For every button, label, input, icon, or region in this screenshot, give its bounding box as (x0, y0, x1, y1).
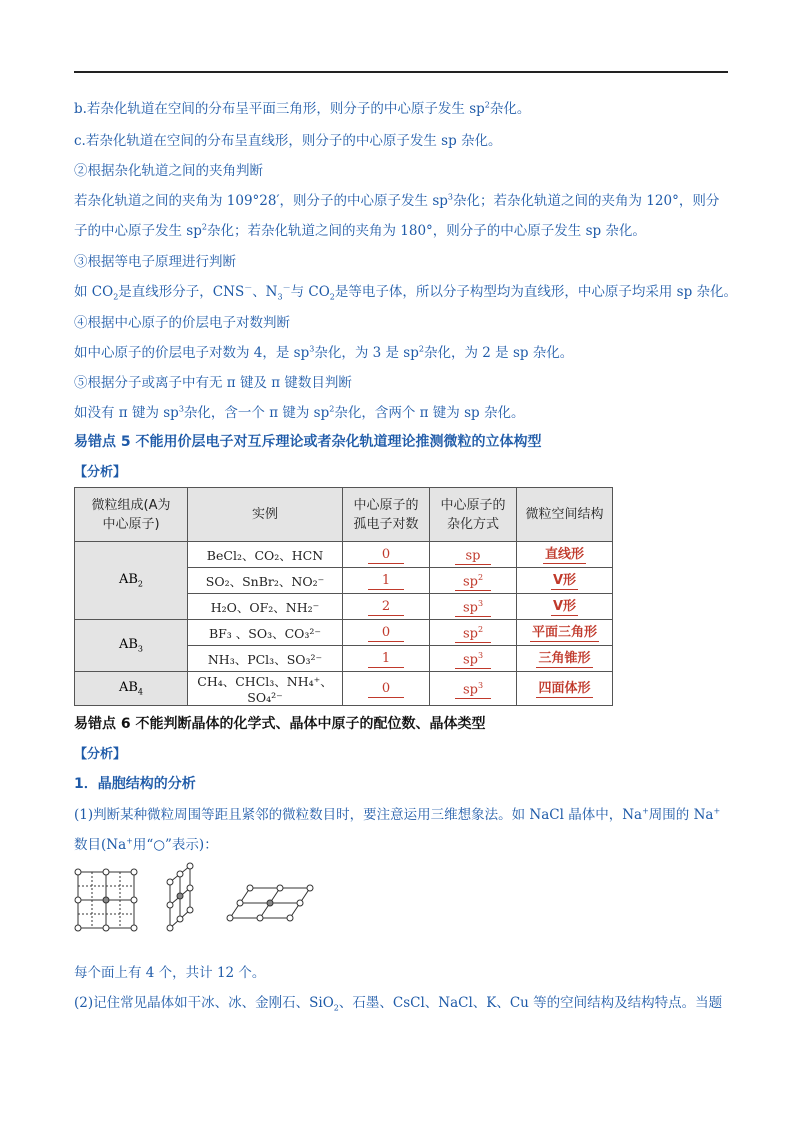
text-line: ④根据中心原子的价层电子对数判断 (74, 315, 290, 331)
text-line: ③根据等电子原理进行判断 (74, 254, 236, 270)
header-cell: 中心原子的 杂化方式 (430, 488, 517, 542)
table-row (75, 542, 613, 568)
shape-cell: 直线形 (517, 542, 613, 568)
group-cell: $AB_4$ (75, 672, 188, 706)
text-line: 如没有 π 键为 $sp^3$杂化，含一个 π 键为 $sp^2$杂化，含两个 π 键为 sp 杂化。 (74, 404, 525, 421)
example-cell: NH₃、PCl₃、SO₃²⁻ (188, 646, 343, 672)
header-rule (74, 71, 728, 73)
header-cell: 实例 (188, 488, 343, 542)
lone-pair-cell: 1 (343, 646, 430, 672)
text-line: c.若杂化轨道在空间的分布呈直线形，则分子的中心原子发生 sp 杂化。 (74, 133, 502, 149)
table-header-row (75, 488, 613, 542)
text-line: 数目(Na+用“○”表示)： (74, 836, 218, 853)
text-line: ⑤根据分子或离子中有无 π 键及 π 键数目判断 (74, 375, 352, 391)
text-line: b.若杂化轨道在空间的分布呈平面三角形，则分子的中心原子发生 $sp^2$杂化。 (74, 100, 531, 117)
example-cell: H₂O、OF₂、NH₂⁻ (188, 594, 343, 620)
hybrid-cell: $sp^3$ (430, 594, 517, 620)
example-cell: CH₄、CHCl₃、NH₄⁺、SO₄²⁻ (188, 672, 343, 706)
text-line: 子的中心原子发生 $sp^2$杂化；若杂化轨道之间的夹角为 180°，则分子的中心原子发生 sp 杂化。 (74, 222, 646, 239)
hybrid-cell: $sp^3$ (430, 672, 517, 706)
shape-cell: 四面体形 (517, 672, 613, 706)
shape-cell: V形 (517, 594, 613, 620)
hybridization-table (74, 487, 613, 706)
example-cell: BF₃ 、SO₃、CO₃²⁻ (188, 620, 343, 646)
example-cell: SO₂、SnBr₂、NO₂⁻ (188, 568, 343, 594)
text-line: 如中心原子的价层电子对数为 4，是 $sp^3$杂化，为 3 是 $sp^2$杂化，为 2 是 sp 杂化。 (74, 344, 574, 361)
hybrid-cell: $sp^2$ (430, 620, 517, 646)
table-row (75, 672, 613, 706)
group-cell: $AB_3$ (75, 620, 188, 672)
table-row (75, 620, 613, 646)
analysis-label: 【分析】 (74, 465, 127, 480)
text-line: (1)判断某种微粒周围等距且紧邻的微粒数目时，要注意运用三维想象法。如 NaCl 晶体中，Na+周围的 Na+ (74, 806, 721, 823)
lone-pair-cell: 0 (343, 542, 430, 568)
header-cell: 中心原子的 孤电子对数 (343, 488, 430, 542)
lone-pair-cell: 2 (343, 594, 430, 620)
text-line: ②根据杂化轨道之间的夹角判断 (74, 163, 263, 179)
analysis-label: 【分析】 (74, 747, 127, 762)
text-line: (2)记住常见晶体如干冰、冰、金刚石、SiO$_2$、石墨、CsCl、NaCl、K、Cu 等的空间结构及结构特点。当题 (74, 995, 723, 1013)
header-cell: 微粒空间结构 (517, 488, 613, 542)
text-line: 如 $CO_2$是直线形分子，CNS－、$N_3^-$与 $CO_2$是等电子体，所以分子构型均为直线形，中心原子均采用 sp 杂化。 (74, 283, 738, 302)
header-cell: 微粒组成(A为 中心原子) (75, 488, 188, 542)
hybrid-cell: sp (430, 542, 517, 568)
text-line: 每个面上有 4 个，共计 12 个。 (74, 965, 266, 981)
shape-cell: 平面三角形 (517, 620, 613, 646)
example-cell: BeCl₂、CO₂、HCN (188, 542, 343, 568)
shape-cell: V形 (517, 568, 613, 594)
lone-pair-cell: 0 (343, 672, 430, 706)
lone-pair-cell: 1 (343, 568, 430, 594)
lone-pair-cell: 0 (343, 620, 430, 646)
nacl-diagrams (70, 860, 320, 935)
hybrid-cell: $sp^2$ (430, 568, 517, 594)
subsection-title: 1．晶胞结构的分析 (74, 776, 196, 792)
section-heading-6: 易错点 6 不能判断晶体的化学式、晶体中原子的配位数、晶体类型 (74, 716, 486, 732)
shape-cell: 三角锥形 (517, 646, 613, 672)
face-side-atoms (167, 863, 193, 931)
section-heading-5: 易错点 5 不能用价层电子对互斥理论或者杂化轨道理论推测微粒的立体构型 (74, 434, 542, 450)
group-cell: $AB_2$ (75, 542, 188, 620)
face-top-atoms (227, 885, 313, 921)
hybrid-cell: $sp^3$ (430, 646, 517, 672)
text-line: 若杂化轨道之间的夹角为 109°28′，则分子的中心原子发生 $sp^3$杂化；若杂化轨道之间的夹角为 120°，则分 (74, 192, 720, 209)
